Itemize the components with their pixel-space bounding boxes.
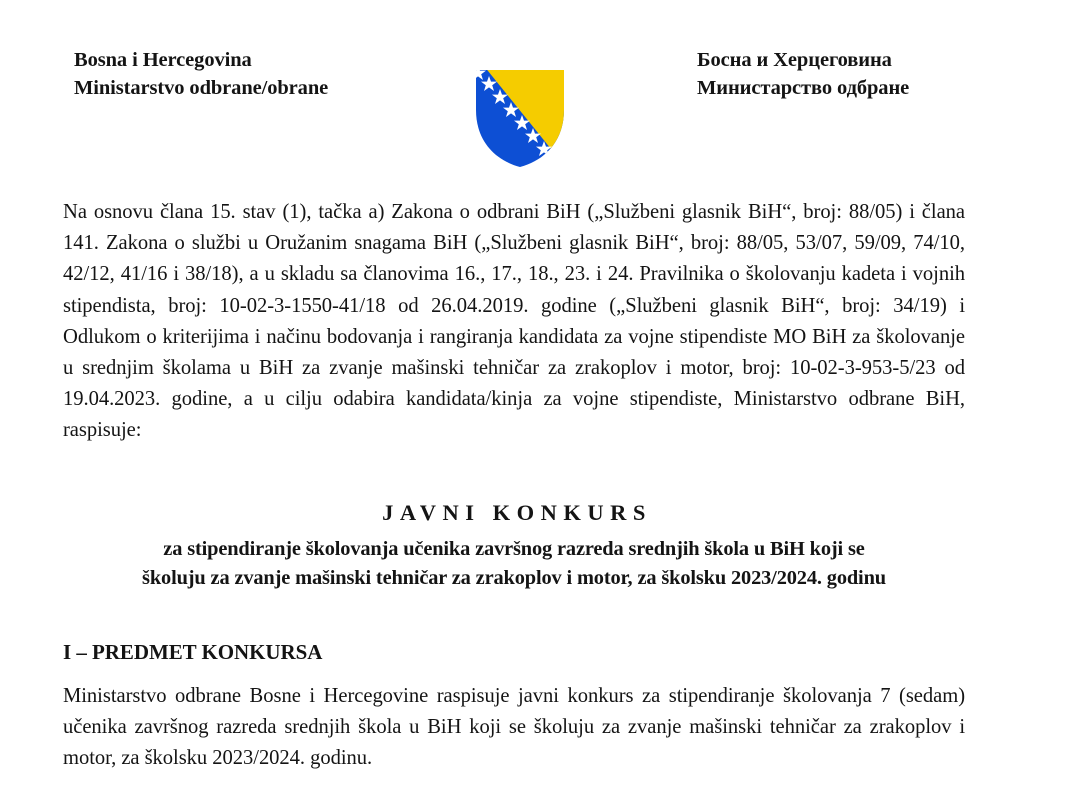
section-heading-predmet-konkursa: I – PREDMET KONKURSA <box>63 640 323 664</box>
page-title: JAVNI KONKURS <box>382 500 652 525</box>
header-latin-ministry <box>74 46 328 102</box>
header-cyrillic-country: Босна и Херцеговина <box>697 49 892 71</box>
page-subtitle-line-1: za stipendiranje školovanja učenika završnog razreda srednjih škola u BiH koji se <box>163 538 865 560</box>
header-cyrillic-ministry <box>697 46 909 102</box>
header-cyrillic-ministry-name: Министарство одбране <box>697 77 910 99</box>
announcement-title-block <box>63 498 965 593</box>
page-subtitle-line-2: školuju za zvanje mašinski tehničar za zrakoplov i motor, za školsku 2023/2024. godinu <box>142 567 886 589</box>
document-header <box>0 38 1080 143</box>
header-latin-country: Bosna i Hercegovina <box>74 49 252 71</box>
legal-basis-paragraph: Na osnovu člana 15. stav (1), tačka a) Zakona o odbrani BiH („Službeni glasnik BiH“, broj: 88/05) i člana 141. Zakona o službi u Oružanim snagama BiH („Službeni glasnik BiH“, broj: 88/05, 53/07, 59/09, 74/10, 42/12, 41/16 i 38/18), a u skladu sa članovima 16., 17., 18., 23. i 24. Pravilnika o školovanju kadeta i vojnih stipendista, broj: 10-02-3-1550-41/18 od 26.04.2019. godine („Službeni glasnik BiH“, broj: 34/19) i Odlukom o kriterijima i načinu bodovanja i rangiranja kandidata za vojne stipendiste MO BiH za školovanje u srednjim školama u BiH za zvanje mašinski tehničar za zrakoplov i motor, broj: 10-02-3-953-5/23 od 19.04.2023. godine, a u cilju odabira kandidata/kinja za vojne stipendiste, Ministarstvo odbrane BiH, raspisuje: <box>63 201 965 442</box>
section-body-predmet-konkursa: Ministarstvo odbrane Bosne i Hercegovine raspisuje javni konkurs za stipendiranje školovanja 7 (sedam) učenika završnog razreda srednjih škola u BiH koji se školuju za zvanje mašinski tehničar za zrakoplov i motor, za školsku 2023/2024. godinu. <box>63 685 965 770</box>
page-subtitle <box>63 535 965 593</box>
coat-of-arms-icon <box>472 66 568 170</box>
header-latin-ministry-name: Ministarstvo odbrane/obrane <box>74 77 329 99</box>
